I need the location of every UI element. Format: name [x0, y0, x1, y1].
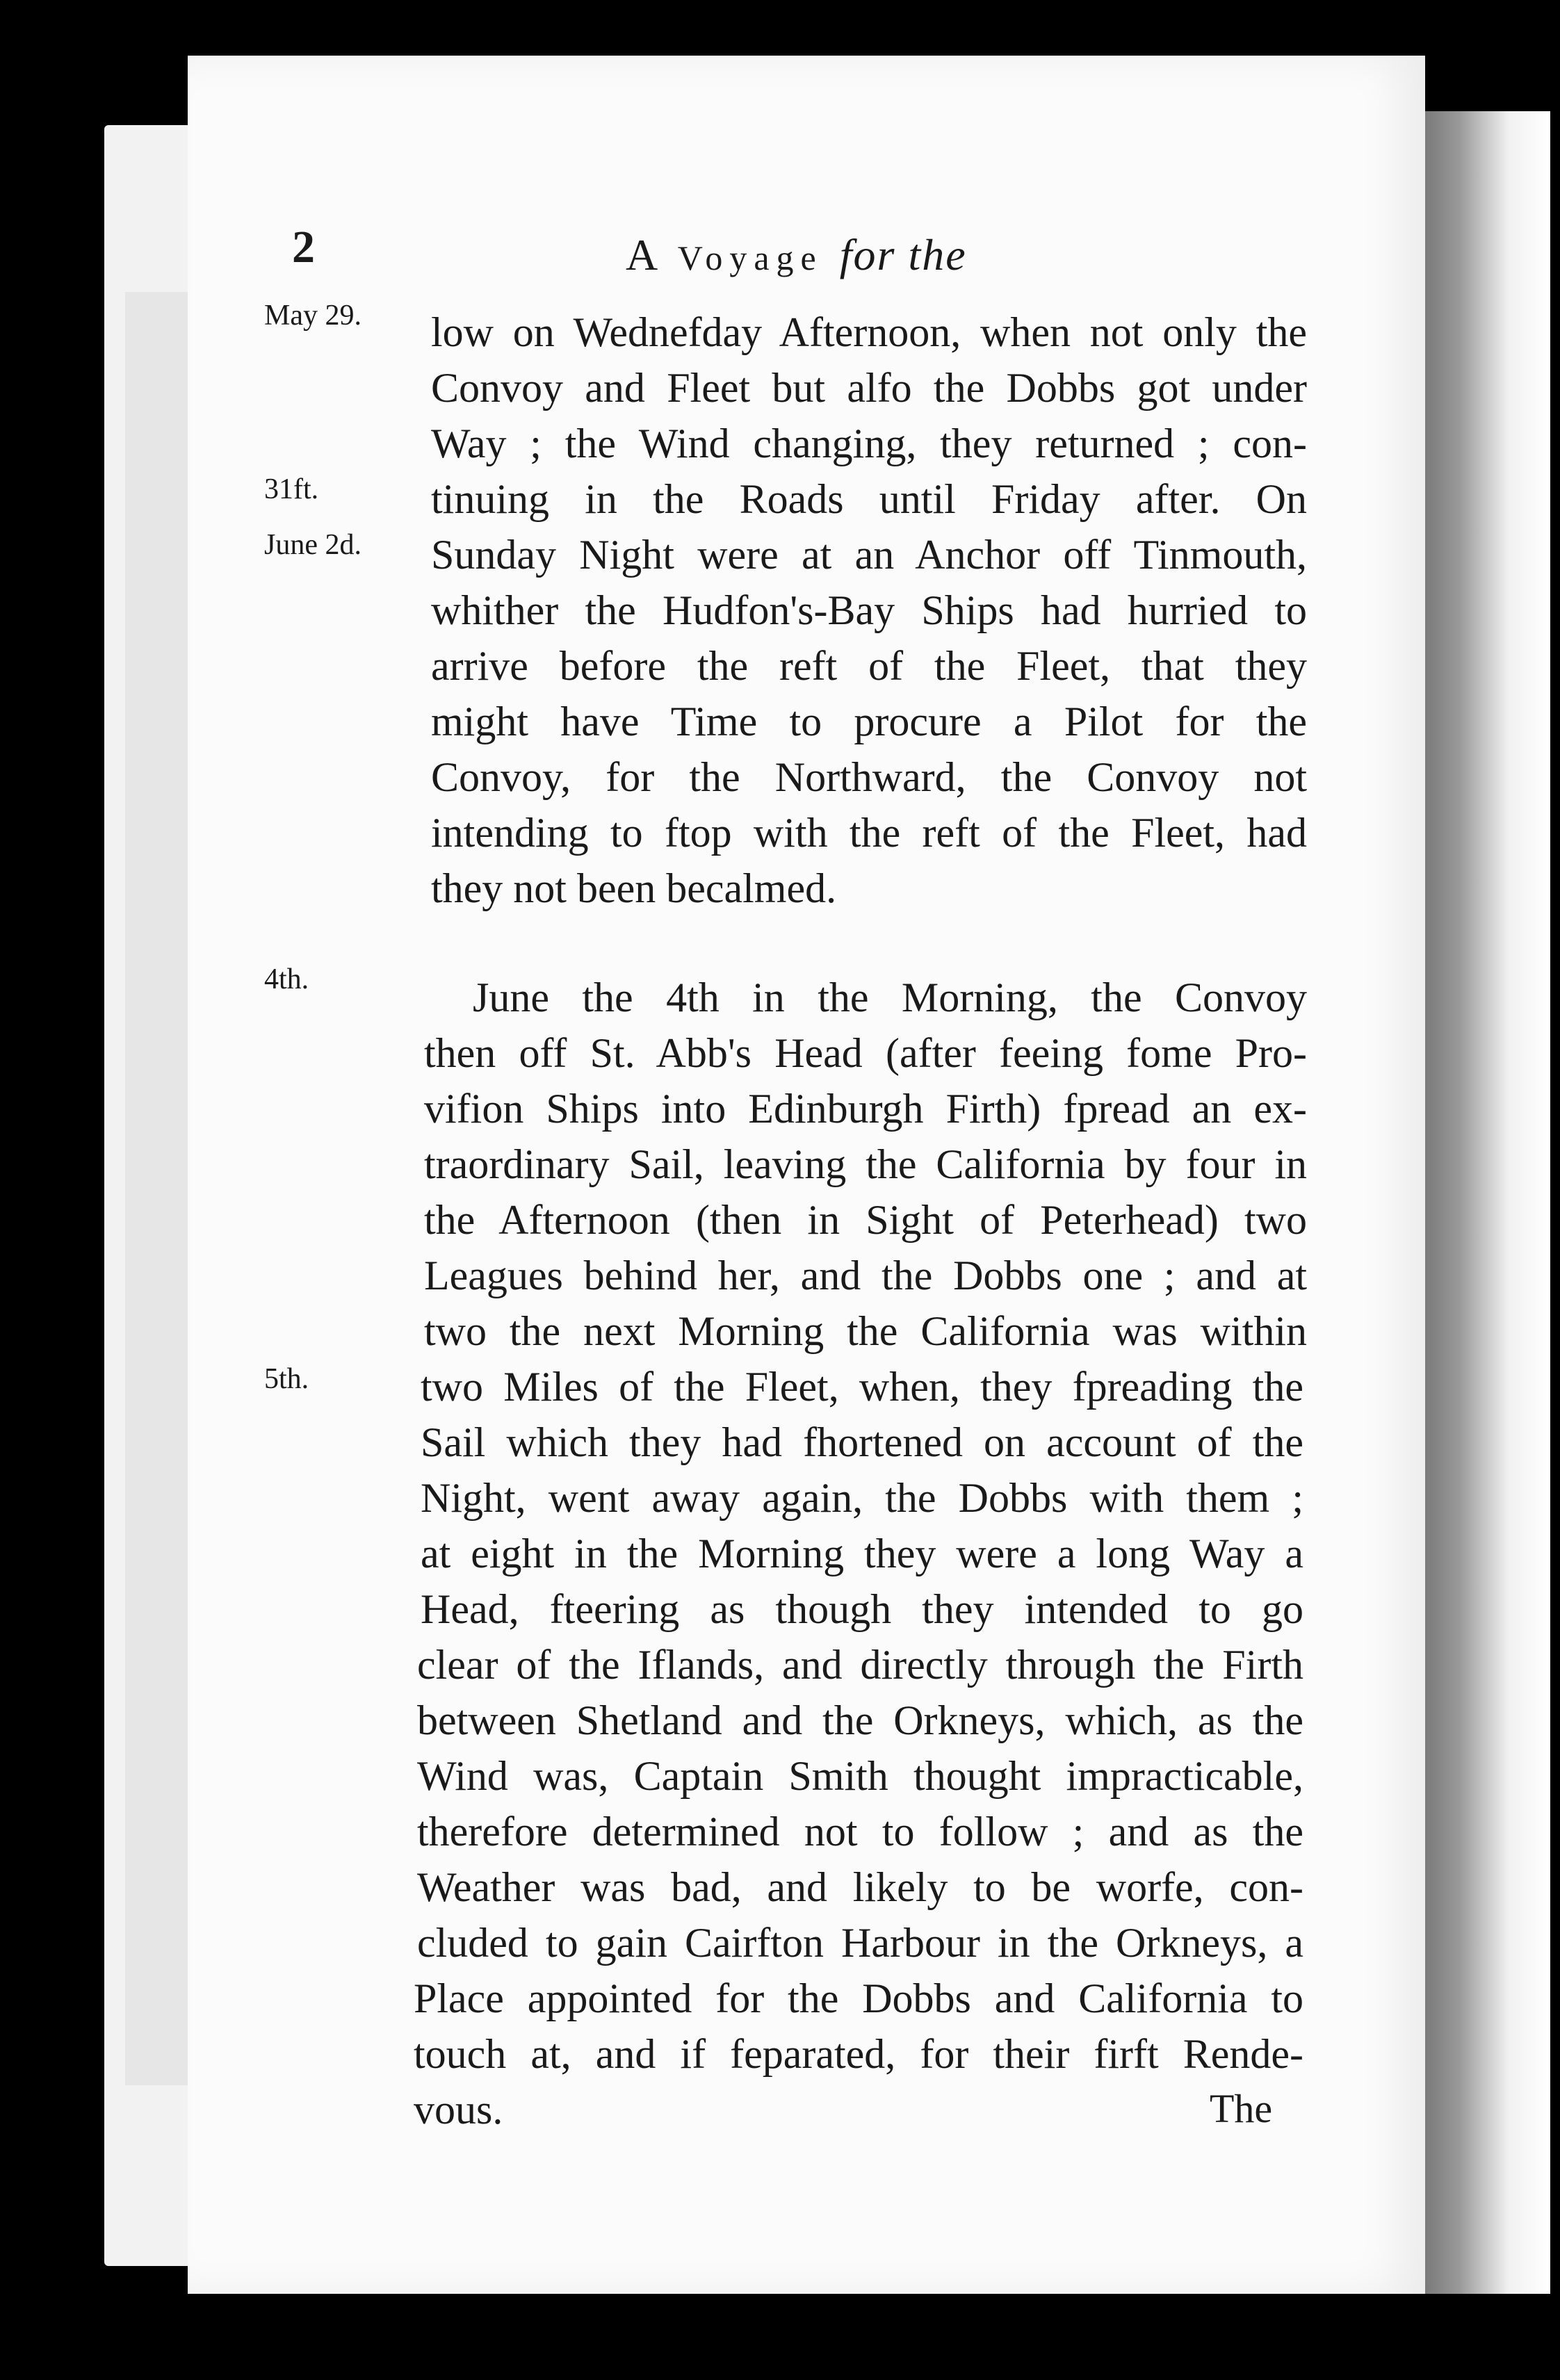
- margin-date: 5th.: [264, 1363, 309, 1395]
- text-line: tinuing in the Roads until Friday after. On: [431, 476, 1307, 522]
- text-line: Weather was bad, and likely to be worfe, con-: [417, 1864, 1303, 1910]
- text-line: clear of the Iflands, and directly through the Firth: [417, 1642, 1303, 1688]
- text-line: Way ; the Wind changing, they returned ; con-: [431, 421, 1307, 466]
- margin-date: May 29.: [264, 300, 361, 332]
- text-line: then off St. Abb's Head (after feeing fome Pro-: [424, 1030, 1307, 1076]
- running-head-initial: A: [626, 230, 661, 279]
- running-head: [626, 229, 967, 281]
- text-line: vifion Ships into Edinburgh Firth) fpread an ex-: [424, 1086, 1307, 1132]
- running-head-italic: for the: [839, 230, 967, 279]
- text-line: between Shetland and the Orkneys, which, as the: [417, 1697, 1303, 1743]
- text-line: Sail which they had fhortened on account of the: [421, 1419, 1303, 1465]
- page-edge-shadow: [1411, 111, 1550, 2294]
- text-line: whither the Hudfon's-Bay Ships had hurried to: [431, 587, 1307, 633]
- text-line: Convoy, for the Northward, the Convoy not: [431, 754, 1307, 800]
- text-line: low on Wednefday Afternoon, when not only the: [431, 309, 1307, 355]
- text-line: touch at, and if feparated, for their firft Rende-: [414, 2031, 1303, 2077]
- text-line: arrive before the reft of the Fleet, that they: [431, 643, 1307, 689]
- text-line: Head, fteering as though they intended to go: [421, 1586, 1303, 1632]
- text-line: they not been becalmed.: [431, 865, 837, 911]
- page-number: 2: [292, 222, 315, 272]
- margin-date: 4th.: [264, 963, 309, 995]
- text-line: the Afternoon (then in Sight of Peterhead) two: [424, 1197, 1307, 1243]
- margin-date: June 2d.: [264, 529, 361, 561]
- text-line: Leagues behind her, and the Dobbs one ; and at: [424, 1253, 1307, 1298]
- text-line: June the 4th in the Morning, the Convoy: [473, 975, 1307, 1020]
- text-line: Convoy and Fleet but alfo the Dobbs got under: [431, 365, 1307, 411]
- text-line: two Miles of the Fleet, when, they fpreading the: [421, 1364, 1303, 1410]
- text-line: two the next Morning the California was within: [424, 1308, 1307, 1354]
- text-line: therefore determined not to follow ; and as the: [417, 1809, 1303, 1855]
- text-line: traordinary Sail, leaving the California by four in: [424, 1141, 1307, 1187]
- text-line: at eight in the Morning they were a long Way a: [421, 1531, 1303, 1576]
- text-line: Sunday Night were at an Anchor off Tinmouth,: [431, 532, 1307, 578]
- margin-date: 31ft.: [264, 473, 319, 505]
- text-line: cluded to gain Cairfton Harbour in the Orkneys, a: [417, 1920, 1303, 1966]
- text-line: vous.: [414, 2087, 503, 2133]
- text-line: Night, went away again, the Dobbs with them ;: [421, 1475, 1303, 1521]
- catchword: The: [1210, 2086, 1273, 2131]
- text-line: might have Time to procure a Pilot for the: [431, 699, 1307, 744]
- text-line: intending to ftop with the reft of the Fleet, had: [431, 810, 1307, 856]
- text-line: Wind was, Captain Smith thought impracticable,: [417, 1753, 1303, 1799]
- text-line: Place appointed for the Dobbs and California to: [414, 1975, 1303, 2021]
- running-head-word: Voyage: [677, 238, 823, 277]
